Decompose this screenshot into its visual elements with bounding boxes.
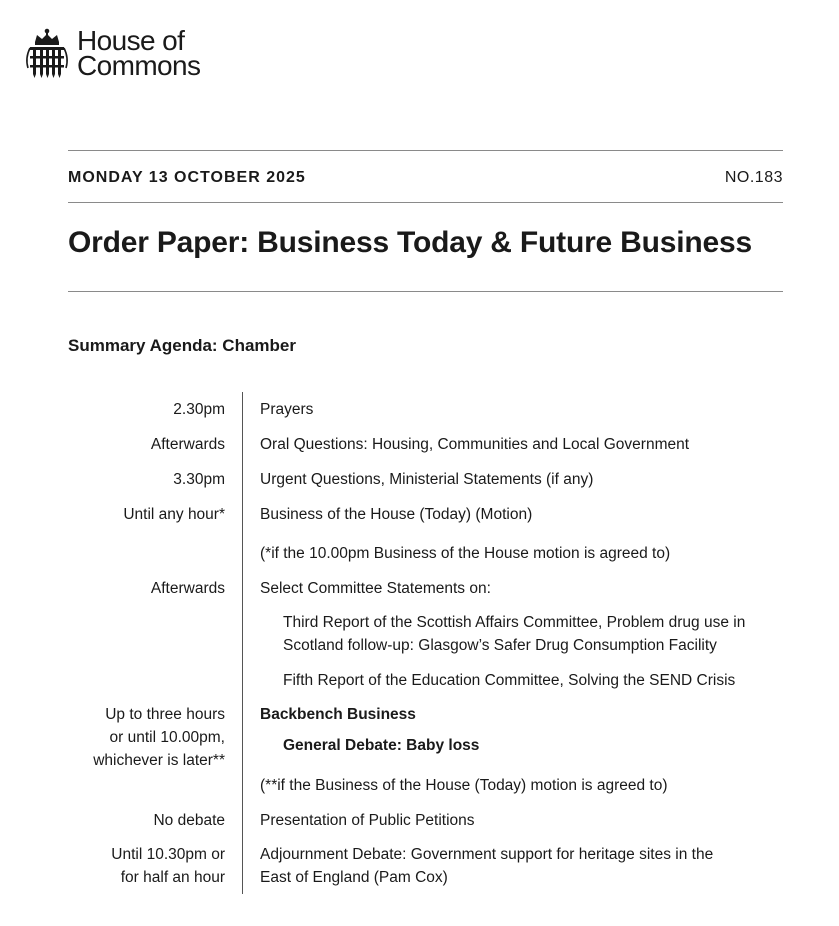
agenda-subitem: General Debate: Baby loss [283,737,480,754]
agenda-time: 3.30pm [173,471,225,488]
top-divider [68,150,783,151]
agenda-time: 2.30pm [173,401,225,418]
agenda-item: Business of the House (Today) (Motion) [260,506,533,523]
agenda-time: Up to three hours [105,706,225,723]
agenda-note: (*if the 10.00pm Business of the House motion is agreed to) [260,545,671,562]
agenda-time: or until 10.00pm, [109,729,225,746]
agenda-time: Afterwards [150,436,225,453]
agenda-time: for half an hour [120,869,225,886]
agenda-item: Select Committee Statements on: [260,580,491,597]
agenda-item: Backbench Business [260,706,416,723]
agenda-item: Oral Questions: Housing, Communities and Local Government [260,436,690,453]
agenda-time: Until any hour* [123,506,225,523]
house-of-commons-logo [24,25,201,81]
date-divider [68,202,783,203]
title-divider [68,291,783,292]
agenda-divider [242,392,243,894]
agenda-time: Until 10.30pm or [111,846,225,863]
agenda-time: whichever is later** [93,752,225,769]
sitting-date: MONDAY 13 OCTOBER 2025 [68,169,306,186]
logo-line-2: Commons [77,50,201,81]
paper-number: NO.183 [724,169,783,186]
agenda-subitem: Fifth Report of the Education Committee, Solving the SEND Crisis [283,672,736,689]
agenda-time: No debate [153,812,225,829]
agenda-item-line: Adjournment Debate: Government support for heritage sites in the [260,846,714,863]
agenda-item: Urgent Questions, Ministerial Statements (if any) [260,471,594,488]
logo-line-1: House of [77,25,185,56]
page-title: Order Paper: Business Today & Future Business [68,226,752,259]
agenda-subitem-line: Third Report of the Scottish Affairs Committee, Problem drug use in [283,614,746,631]
agenda-item: Prayers [260,401,314,418]
agenda-note: (**if the Business of the House (Today) motion is agreed to) [260,777,668,794]
portcullis-icon [24,28,70,80]
agenda-item: Presentation of Public Petitions [260,812,475,829]
agenda-item-line: East of England (Pam Cox) [260,869,448,886]
agenda-time: Afterwards [150,580,225,597]
section-heading: Summary Agenda: Chamber [68,336,296,355]
logo-wordmark [77,25,201,81]
agenda-subitem-line: Scotland follow-up: Glasgow’s Safer Drug Consumption Facility [283,637,717,654]
